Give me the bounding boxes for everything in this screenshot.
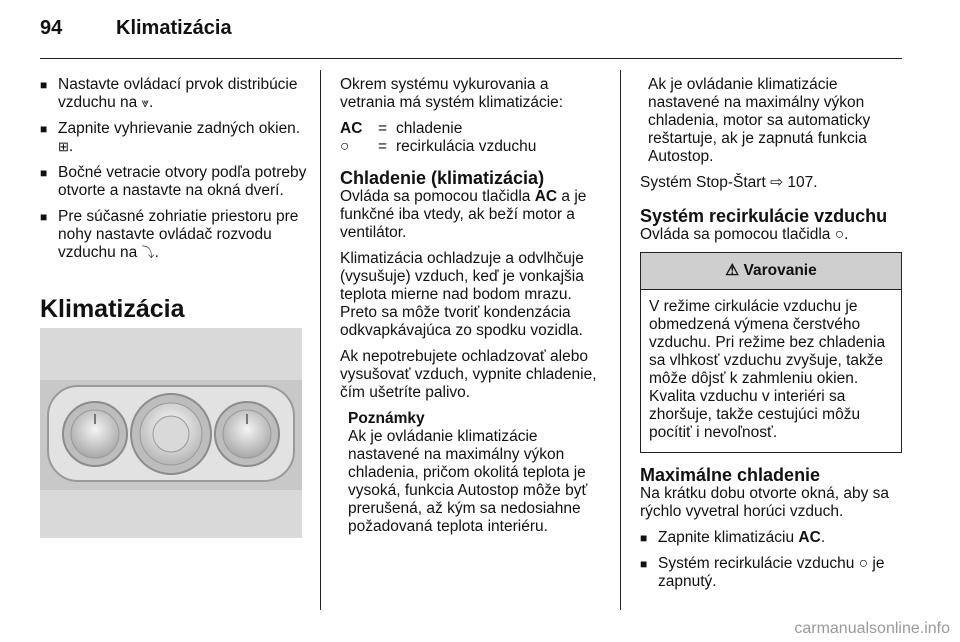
list-item: ■ Nastavte ovládací prvok distribúcie vzduchu na ⩔.	[40, 76, 308, 112]
page-number: 94	[40, 17, 63, 39]
paragraph: Ovláda sa pomocou tlačidla AC a je funkčné iba vtedy, ak beží motor a ventilátor.	[340, 188, 587, 241]
list-item: ■ Pre súčasné zohriatie priestoru pre nohy nastavte ovládač rozvodu vzduchu na ⤵.	[40, 208, 308, 262]
column-3	[640, 76, 902, 599]
note-block	[340, 410, 605, 536]
column-divider-1	[320, 70, 321, 610]
warning-box	[640, 252, 902, 453]
air-distribution-icon: ⩔	[141, 95, 149, 110]
column-2	[340, 76, 605, 536]
recirculation-icon: ○	[340, 138, 350, 155]
watermark: carmanualsonline.info	[794, 620, 950, 637]
column-1	[40, 76, 308, 270]
definition-row: AC = chladenie	[340, 120, 463, 137]
column-divider-2	[620, 70, 621, 610]
cross-reference: Systém Stop-Štart ⇨ 107.	[640, 174, 818, 191]
header-rule	[40, 58, 902, 59]
climate-panel-illustration	[40, 328, 302, 538]
section-title: Klimatizácia	[40, 295, 185, 323]
paragraph: Klimatizácia ochladzuje a odvlhčuje (vysušuje) vzduch, keď je vonkajšia teplota mierne nad bodom mrazu. Preto sa môže tvoriť kondenzácia odkvapkávajúca zo spodku vozidla.	[340, 250, 584, 339]
recirculation-icon: ○	[834, 226, 845, 243]
warning-text: V režime cirkulácie vzduchu je obmedzená výmena čerstvého vzduchu. Pri režime bez chladenia sa vlhkosť vzduchu zvyšuje, takže môže dôjsť k zahmleniu okien. Kvalita vzduchu v interiéri sa zhoršuje, takže cestujúci môžu pocítiť i nevoľnosť.	[649, 298, 886, 441]
page-title: Klimatizácia	[116, 17, 232, 39]
page-ref-arrow-icon: ⇨	[770, 174, 784, 191]
warning-triangle-icon: ⚠	[725, 262, 740, 279]
rear-window-heating-icon: ⊞	[58, 139, 69, 154]
cooling-heading: Chladenie (klimatizácia)	[340, 168, 545, 188]
list-item: ■ Bočné vetracie otvory podľa potreby otvorte a nastavte na okná dverí.	[40, 164, 308, 200]
footwell-air-icon: ⤵	[141, 245, 155, 260]
list-item: ■ Systém recirkulácie vzduchu ○ je zapnutý.	[640, 555, 902, 591]
list-item: ■ Zapnite vyhrievanie zadných okien. ⊞.	[40, 120, 308, 156]
note-title: Poznámky	[348, 410, 425, 427]
paragraph: Ak je ovládanie klimatizácie nastavené na maximálny výkon chladenia, motor sa automaticky reštartuje, ak je zapnutá funkcia Autostop.	[648, 76, 871, 165]
warning-title: Varovanie	[743, 262, 817, 279]
definition-term: AC	[340, 120, 363, 137]
intro-text: Okrem systému vykurovania a vetrania má systém klimatizácie:	[340, 76, 564, 111]
definition-row: ○ = recirkulácia vzduchu	[340, 138, 537, 155]
page-header	[40, 17, 232, 40]
paragraph: Ovláda sa pomocou tlačidla ○.	[640, 226, 849, 243]
list-item: ■ Zapnite klimatizáciu AC.	[640, 529, 902, 547]
climate-control-photo	[40, 328, 302, 538]
note-text: Ak je ovládanie klimatizácie nastavené na maximálny výkon chladenia, pričom okolitá teplota je vysoká, funkcia Autostop môže byť prerušená, až kým sa nedosiahne požadovaná teplota interiéru.	[348, 428, 588, 535]
definition-desc: chladenie	[396, 120, 463, 137]
warning-header	[641, 253, 901, 290]
recirculation-heading: Systém recirkulácie vzduchu	[640, 206, 888, 226]
paragraph: Na krátku dobu otvorte okná, aby sa rýchlo vyvetral horúci vzduch.	[640, 485, 890, 520]
definition-desc: recirkulácia vzduchu	[396, 138, 537, 155]
paragraph: Ak nepotrebujete ochladzovať alebo vysušovať vzduch, vypnite chladenie, čím ušetríte palivo.	[340, 348, 597, 401]
max-cooling-heading: Maximálne chladenie	[640, 465, 821, 485]
recirculation-icon: ○	[858, 555, 869, 572]
